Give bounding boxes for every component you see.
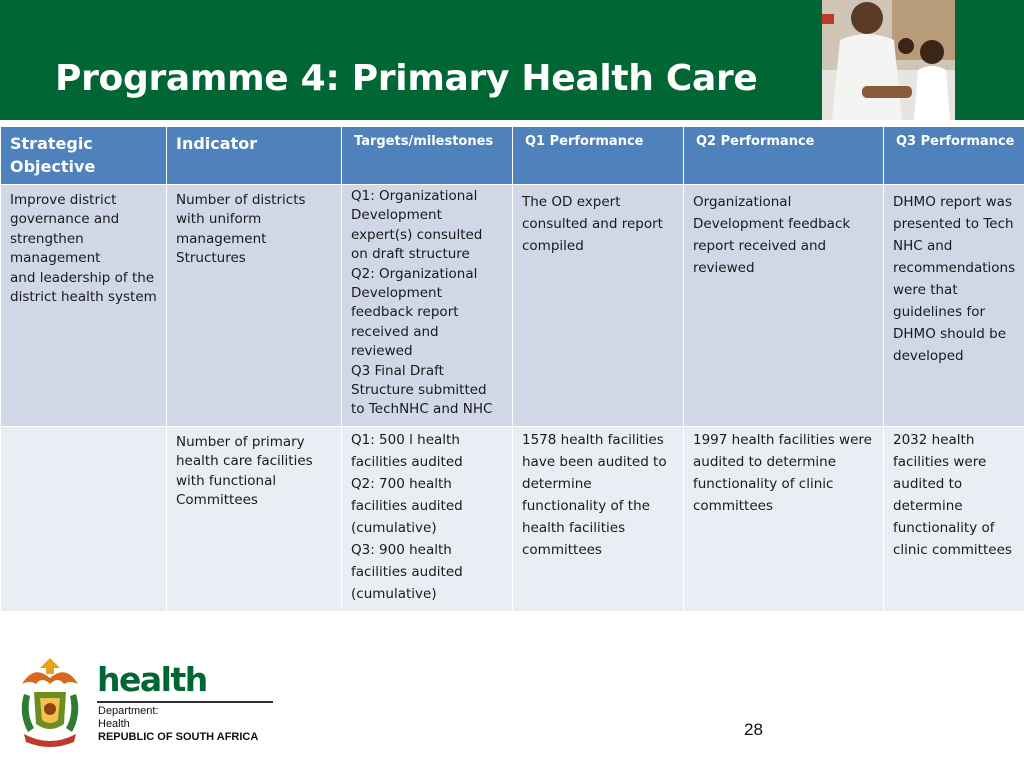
header-strategic-objective: Strategic Objective: [1, 127, 167, 185]
cell-q3-performance: 2032 health facilities were audited to determine functionality of clinic committees: [884, 426, 1024, 611]
header-q1-performance: Q1 Performance: [513, 127, 684, 185]
dept-line-1: Department:: [98, 705, 159, 717]
table-row: [1, 185, 1024, 427]
dept-line-3: REPUBLIC OF SOUTH AFRICA: [98, 731, 259, 743]
cell-strategic-objective: [1, 426, 167, 611]
cell-indicator: Number of primary health care facilities with functional Committees: [167, 426, 342, 611]
slide-title: Programme 4: Primary Health Care: [55, 58, 758, 99]
health-brand-word: health: [97, 660, 207, 699]
title-banner: [0, 0, 1024, 120]
department-text: [98, 705, 258, 744]
header-q2-performance: Q2 Performance: [684, 127, 884, 185]
cell-q1-performance: 1578 health facilities have been audited to determine functionality of the health facilities committees: [513, 426, 684, 611]
page-number: 28: [744, 720, 763, 739]
table-row: [1, 426, 1024, 611]
cell-q3-performance: DHMO report was presented to Tech NHC and recommendations were that guidelines for DHMO should be developed: [884, 185, 1024, 427]
programme-table: [0, 126, 1024, 612]
header-indicator: Indicator: [167, 127, 342, 185]
header-targets: Targets/milestones: [342, 127, 513, 185]
table-header-row: [1, 127, 1024, 185]
nurse-child-photo: [822, 0, 955, 120]
cell-targets: Q1: 500 l health facilities audited Q2: 700 health facilities audited (cumulative) Q3: 900 health facilities audited (cumulative): [342, 426, 513, 611]
footer-divider: [97, 701, 273, 703]
cell-targets: Q1: Organizational Development expert(s) consulted on draft structure Q2: Organizational Development feedback report received and reviewed Q3 Final Draft Structure submitted to TechNHC and NHC: [342, 185, 513, 427]
coat-of-arms-icon: [14, 654, 86, 752]
cell-q2-performance: 1997 health facilities were audited to determine functionality of clinic committees: [684, 426, 884, 611]
dept-line-2: Health: [98, 718, 130, 730]
cell-indicator: Number of districts with uniform management Structures: [167, 185, 342, 427]
cell-strategic-objective: Improve district governance and strengthen management and leadership of the district health system: [1, 185, 167, 427]
cell-q2-performance: Organizational Development feedback report received and reviewed: [684, 185, 884, 427]
cell-q1-performance: The OD expert consulted and report compiled: [513, 185, 684, 427]
header-q3-performance: Q3 Performance: [884, 127, 1024, 185]
